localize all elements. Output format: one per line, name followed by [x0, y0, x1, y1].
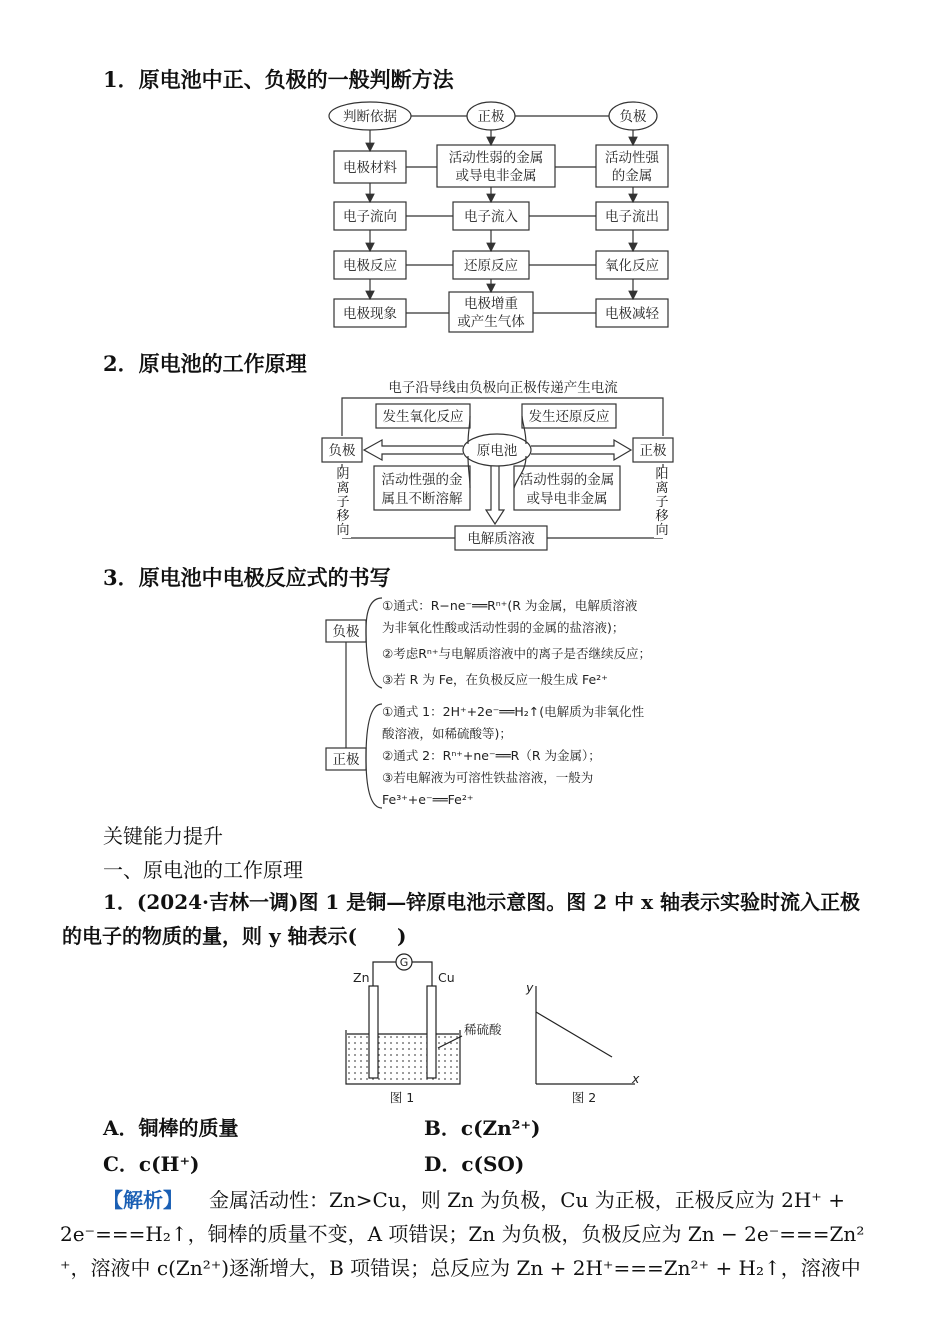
- heading-1: 1．原电池中正、负极的一般判断方法: [103, 67, 454, 92]
- pos-phenomenon-2: 或产生气体: [457, 314, 525, 330]
- option-d[interactable]: D．c(SO): [424, 1152, 525, 1176]
- pos-phenomenon-1: 电极增重: [464, 296, 518, 312]
- arrow-down: [486, 466, 504, 524]
- section-title: 关键能力提升: [103, 824, 223, 848]
- label-acid: 稀硫酸: [464, 1022, 502, 1037]
- neg-line-4: ③若 R 为 Fe，在负极反应一般生成 Fe²⁺: [382, 672, 608, 687]
- arrow-left: [364, 440, 463, 460]
- label-fig2: 图 2: [571, 1090, 597, 1105]
- label-negative: 负极: [619, 109, 647, 125]
- diagram-working-principle: [318, 376, 688, 556]
- row-label-flow: 电子流向: [343, 209, 397, 225]
- zn-electrode: [369, 986, 378, 1078]
- heading-2: 2．原电池的工作原理: [103, 351, 307, 376]
- pos-line-2: 酸溶液，如稀硫酸等)；: [382, 726, 512, 741]
- pos-material-1: 活动性弱的金属: [448, 150, 544, 166]
- label-criteria: 判断依据: [343, 109, 397, 125]
- question-line-2: 的电子的物质的量，则 y 轴表示( ): [62, 924, 407, 948]
- neg-phenomenon: 电极减轻: [605, 306, 659, 322]
- analysis-line-3: ⁺，溶液中 c(Zn²⁺)逐渐增大，B 项错误；总反应为 Zn + 2H⁺===Zn²⁺ + H₂↑，溶液中: [60, 1256, 861, 1280]
- option-c[interactable]: C．c(H⁺): [103, 1152, 200, 1176]
- neg-material-1: 活动性强的金: [381, 472, 463, 488]
- neg-line-2: 为非氧化性酸或活动性弱的金属的盐溶液)；: [382, 620, 625, 635]
- label-cell: 原电池: [476, 443, 518, 459]
- label-cation-migration: 阳离子移向: [655, 467, 669, 538]
- row-label-material: 电极材料: [343, 160, 397, 176]
- pos-line-3: ②通式 2：Rⁿ⁺+ne⁻══R（R 为金属）；: [382, 748, 601, 763]
- label-electron-flow: 电子沿导线由负极向正极传递产生电流: [388, 380, 618, 396]
- graph-line: [536, 1012, 612, 1057]
- analysis-line-1: [103, 1184, 845, 1213]
- label-anion-migration: 阴离子移向: [336, 467, 350, 538]
- pos-material-2: 或导电非金属: [455, 168, 537, 184]
- analysis-tag: 【解析】: [103, 1188, 183, 1212]
- acid-solution: [347, 1034, 459, 1083]
- label-g: G: [399, 956, 409, 969]
- label-oxidation: 发生氧化反应: [382, 409, 464, 425]
- pos-material-1: 活动性弱的金属: [519, 472, 615, 488]
- analysis-line-2: 2e⁻===H₂↑，铜棒的质量不变，A 项错误；Zn 为负极，负极反应为 Zn − 2e⁻===Zn²: [60, 1222, 865, 1246]
- option-b[interactable]: B．c(Zn²⁺): [424, 1116, 541, 1140]
- neg-flow: 电子流出: [605, 209, 659, 225]
- neg-material-1: 活动性强: [605, 150, 659, 166]
- label-y-axis: y: [526, 980, 534, 995]
- pos-line-5: Fe³⁺+e⁻══Fe²⁺: [382, 792, 474, 807]
- diagram-electrode-equations: [320, 592, 700, 814]
- neg-material-2: 的金属: [611, 168, 653, 184]
- section-subtitle: 一、原电池的工作原理: [103, 858, 303, 882]
- label-zn: Zn: [353, 970, 370, 985]
- row-label-phenomenon: 电极现象: [343, 306, 397, 322]
- analysis-text-1: 金属活动性：Zn>Cu，则 Zn 为负极，Cu 为正极，正极反应为 2H⁺ +: [209, 1188, 845, 1212]
- neg-material-2: 属且不断溶解: [381, 491, 463, 507]
- label-positive: 正极: [639, 443, 667, 459]
- neg-line-1: ①通式：R−ne⁻══Rⁿ⁺(R 为金属，电解质溶液: [382, 598, 638, 613]
- label-positive: 正极: [477, 109, 505, 125]
- label-negative: 负极: [328, 443, 356, 459]
- pos-reaction: 还原反应: [464, 258, 518, 274]
- neg-line-3: ②考虑Rⁿ⁺与电解质溶液中的离子是否继续反应；: [382, 646, 651, 661]
- figure-cu-zn-cell: [340, 950, 650, 1108]
- diagram-electrode-judgement: [320, 96, 690, 336]
- label-positive: 正极: [332, 752, 360, 768]
- arrow-right: [531, 440, 631, 460]
- option-a[interactable]: A．铜棒的质量: [103, 1116, 239, 1140]
- label-reduction: 发生还原反应: [528, 409, 610, 425]
- cu-electrode: [427, 986, 436, 1078]
- question-line-1: 1．(2024·吉林一调)图 1 是铜—锌原电池示意图。图 2 中 x 轴表示实验时流入正极: [103, 890, 861, 914]
- label-fig1: 图 1: [389, 1090, 415, 1105]
- pos-flow: 电子流入: [464, 209, 518, 225]
- neg-reaction: 氧化反应: [605, 258, 659, 274]
- label-x-axis: x: [632, 1071, 640, 1086]
- row-label-reaction: 电极反应: [343, 258, 397, 274]
- label-cu: Cu: [438, 970, 455, 985]
- heading-3: 3．原电池中电极反应式的书写: [103, 565, 391, 590]
- label-negative: 负极: [332, 624, 360, 640]
- pos-line-1: ①通式 1：2H⁺+2e⁻══H₂↑(电解质为非氧化性: [382, 704, 645, 719]
- pos-line-4: ③若电解液为可溶性铁盐溶液，一般为: [382, 770, 594, 785]
- pos-material-2: 或导电非金属: [526, 491, 608, 507]
- label-electrolyte: 电解质溶液: [467, 531, 535, 547]
